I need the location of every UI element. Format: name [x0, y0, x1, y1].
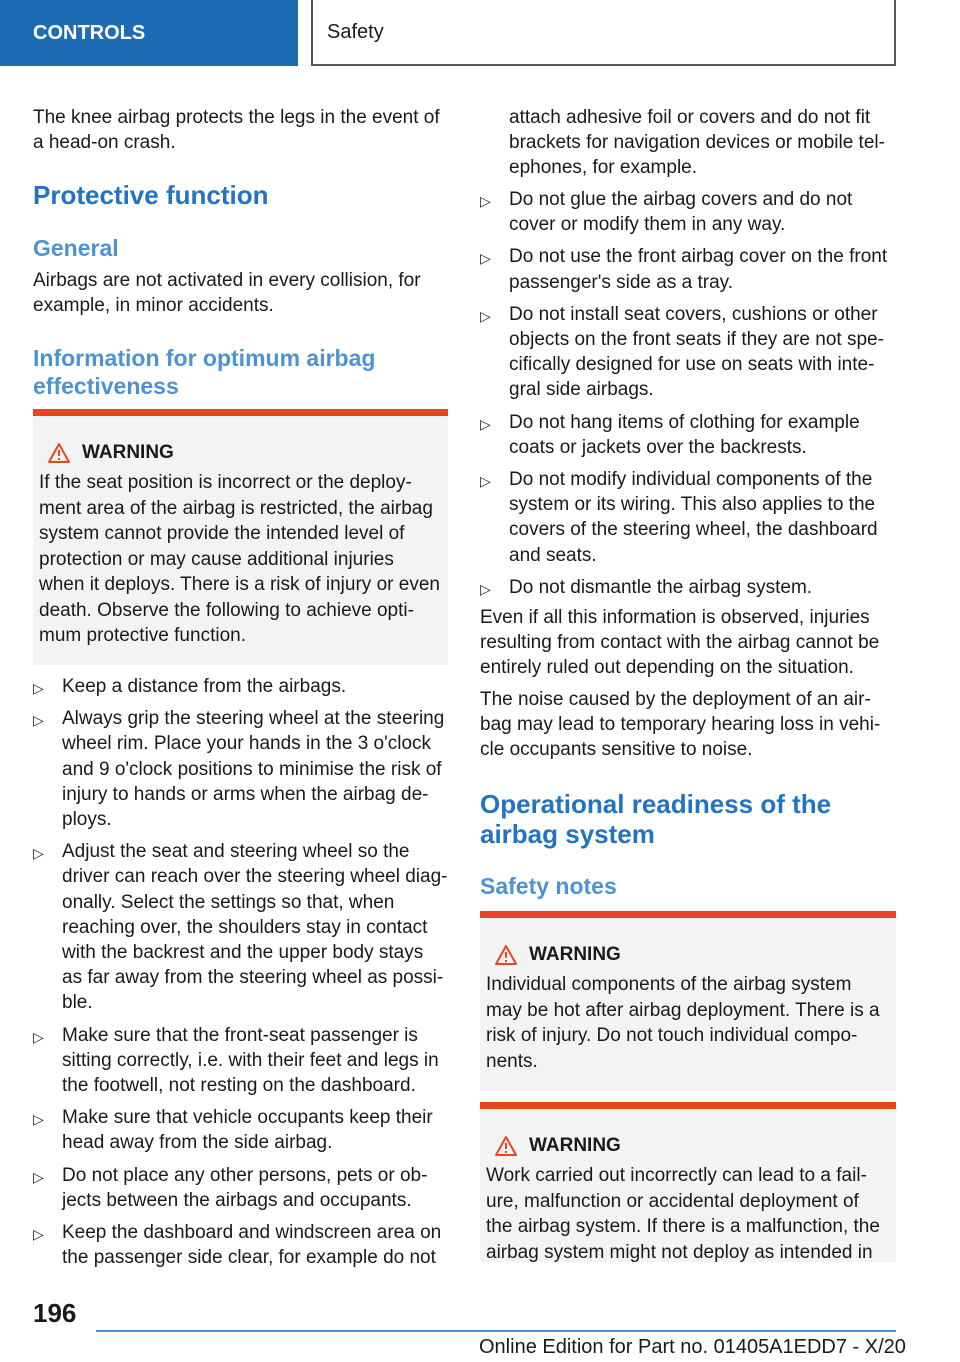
general-paragraph: Airbags are not activated in every collision, for example, in minor accidents. [33, 270, 421, 316]
triangle-bullet-icon: ▷ [33, 845, 44, 862]
warning-box-hot-components [480, 911, 896, 1091]
warning-label: WARNING [529, 1135, 621, 1156]
heading-safety-notes: Safety notes [480, 873, 617, 899]
warning-heading [486, 1135, 890, 1157]
warning-text: Work carried out incorrectly can lead to a failure, malfunction or accidental deployment of the airbag system. If there is a malfunction, the airbag system might not deploy as intended in [486, 1165, 880, 1262]
heading-protective-function: Protective function [33, 180, 269, 210]
list-item: ▷ Do not install seat covers, cushions or other objects on the front seats if they are not specifically designed for use on seats with integral side airbags. [480, 303, 884, 401]
list-item: ▷ Keep a distance from the airbags. [33, 674, 448, 699]
heading-information: Information for optimum airbag effectiveness [33, 345, 376, 399]
triangle-bullet-icon: ▷ [480, 415, 491, 432]
warning-triangle-icon [495, 945, 517, 965]
footer-edition: Online Edition for Part no. 01405A1EDD7 - X/20 [479, 1336, 906, 1358]
paragraph-noise: The noise caused by the deployment of an airbag may lead to temporary hearing loss in vehicle occupants sensitive to noise. [480, 689, 881, 760]
list-item: ▷ Do not use the front airbag cover on the front passenger's side as a tray. [480, 246, 888, 293]
triangle-bullet-icon: ▷ [33, 1168, 44, 1185]
list-item: ▷ Do not glue the airbag covers and do not cover or modify them in any way. [480, 189, 853, 236]
warning-text: If the seat position is incorrect or the deployment area of the airbag is restricted, the airbag system cannot provide the intended level of protection or may cause additional injuries when it deploys. There is a risk of injury or even death. Observe the following to achieve optimum protective function. [39, 472, 440, 646]
warning-label: WARNING [529, 944, 621, 965]
warning-heading [39, 442, 442, 464]
triangle-bullet-icon: ▷ [33, 1111, 44, 1128]
footer-divider [96, 1330, 896, 1332]
list-item: ▷ Keep the dashboard and windscreen area on the passenger side clear, for example do not [33, 1222, 442, 1269]
warning-box-seat-position [33, 409, 448, 665]
heading-general: General [33, 235, 119, 261]
warning-text: Individual components of the airbag system may be hot after airbag deployment. There is a risk of injury. Do not touch individual components. [486, 974, 880, 1072]
triangle-bullet-icon: ▷ [33, 1028, 44, 1045]
triangle-bullet-icon: ▷ [480, 580, 491, 597]
list-item: ▷ Always grip the steering wheel at the steering wheel rim. Place your hands in the 3 o'clock and 9 o'clock positions to minimise the risk of injury to hands or arms when the airbag deploys. [33, 708, 445, 831]
page-number: 196 [33, 1298, 77, 1328]
intro-paragraph: The knee airbag protects the legs in the event of a head-on crash. [33, 107, 440, 153]
list-item: ▷ Do not place any other persons, pets or objects between the airbags and occupants. [33, 1164, 428, 1211]
triangle-bullet-icon: ▷ [33, 680, 44, 696]
triangle-bullet-icon: ▷ [480, 307, 491, 324]
list-item: ▷ Make sure that vehicle occupants keep their head away from the side airbag. [33, 1107, 433, 1154]
triangle-bullet-icon: ▷ [480, 473, 491, 490]
list-item: ▷ Do not modify individual components of the system or its wiring. This also applies to the covers of the steering wheel, the dashboard and seats. [480, 469, 878, 566]
triangle-bullet-icon: ▷ [480, 250, 491, 267]
list-item: ▷ Do not hang items of clothing for example coats or jackets over the backrests. [480, 411, 860, 458]
list-item: ▷ Make sure that the front-seat passenger is sitting correctly, i.e. with their feet and legs in the footwell, not resting on the dashboard. [33, 1024, 439, 1097]
chapter-title: Safety [327, 20, 384, 43]
list-item: ▷ Do not dismantle the airbag system. [480, 575, 896, 600]
section-title: CONTROLS [33, 21, 146, 44]
warning-triangle-icon [495, 1136, 517, 1156]
warning-heading [486, 944, 890, 966]
triangle-bullet-icon: ▷ [33, 1226, 44, 1243]
triangle-bullet-icon: ▷ [33, 712, 44, 729]
list-item: ▷ Adjust the seat and steering wheel so the driver can reach over the steering wheel diagonally. Select the settings so that, when reaching over, the shoulders stay in contact with the backrest and the upper body stays as far away from the steering wheel as possible. [33, 841, 448, 1014]
bullet-list-right [480, 187, 896, 600]
chapter-tab [311, 0, 896, 66]
section-tab [0, 0, 298, 66]
continuation-paragraph: attach adhesive foil or covers and do not fit brackets for navigation devices or mobile telephones, for example. [509, 107, 885, 179]
warning-label: WARNING [82, 442, 174, 463]
paragraph-injuries: Even if all this information is observed, injuries resulting from contact with the airbag cannot be entirely ruled out depending on the situation. [480, 607, 880, 678]
warning-box-incorrect-work [480, 1102, 896, 1262]
heading-operational-readiness: Operational readiness of the airbag system [480, 789, 832, 849]
bullet-list-left [33, 674, 448, 1270]
warning-triangle-icon [48, 443, 70, 463]
triangle-bullet-icon: ▷ [480, 193, 491, 209]
